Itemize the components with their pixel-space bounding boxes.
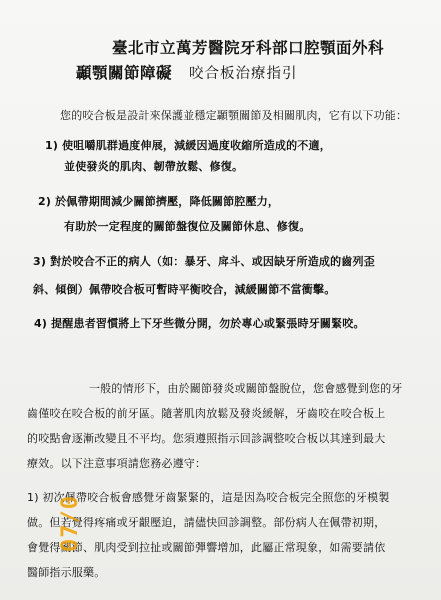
function-2-line-1: 2) 於佩帶期間減少關節擠壓，降低關節腔壓力，	[38, 195, 280, 208]
note-1-line-2: 做。但若覺得疼痛或牙齦壓迫，請儘快回診調整。部份病人在佩帶初期，	[27, 516, 386, 529]
function-4-line-1: 4) 提醒患者習慣將上下牙些微分開，勿於專心或緊張時牙關緊咬。	[34, 317, 365, 330]
paragraph-line-2: 齒僅咬在咬合板的前牙區。隨著肌肉放鬆及發炎緩解，牙齒咬在咬合板上	[27, 407, 386, 420]
document-subtitle-bold: 顳顎關節障礙	[76, 64, 173, 82]
note-1-line-3: 會覺得關節、肌肉受到拉扯或關節彈響增加，此屬正常現象，如需要請依	[27, 541, 386, 554]
function-3-line-2: 斜、傾倒）佩帶咬合板可暫時平衡咬合，減緩關節不當衝擊。	[33, 283, 336, 296]
note-1-line-1: 1) 初次佩帶咬合板會感覺牙齒緊緊的，這是因為咬合板完全照您的牙模製	[27, 491, 390, 504]
paragraph-line-4: 療效。以下注意事項請您務必遵守：	[27, 457, 207, 470]
intro-text: 您的咬合板是設計來保護並穩定顳顎關節及相關肌肉，它有以下功能：	[60, 109, 408, 122]
paragraph-line-1: 一般的情形下，由於關節發炎或關節盤脫位，您會感覺到您的牙	[89, 382, 403, 395]
document-subtitle: 咬合板治療指引	[189, 66, 298, 82]
date-stamp: 07/0	[58, 495, 83, 552]
function-1-line-2: 並使發炎的肌肉、韌帶放鬆、修復。	[64, 160, 244, 173]
function-1-line-1: 1) 使咀嚼肌群過度伸展，減緩因過度收縮所造成的不適，	[45, 139, 331, 152]
function-2-line-2: 有助於一定程度的關節盤復位及關節休息、修復。	[64, 220, 311, 233]
paragraph-line-3: 的咬點會逐漸改變且不平均。您須遵照指示回診調整咬合板以其達到最大	[27, 432, 386, 445]
note-1-line-4: 醫師指示服藥。	[27, 566, 106, 579]
function-3-line-1: 3) 對於咬合不正的病人（如：暴牙、戽斗、或因缺牙所造成的齒列歪	[33, 255, 375, 268]
document-title: 臺北市立萬芳醫院牙科部口腔顎面外科	[112, 39, 385, 57]
